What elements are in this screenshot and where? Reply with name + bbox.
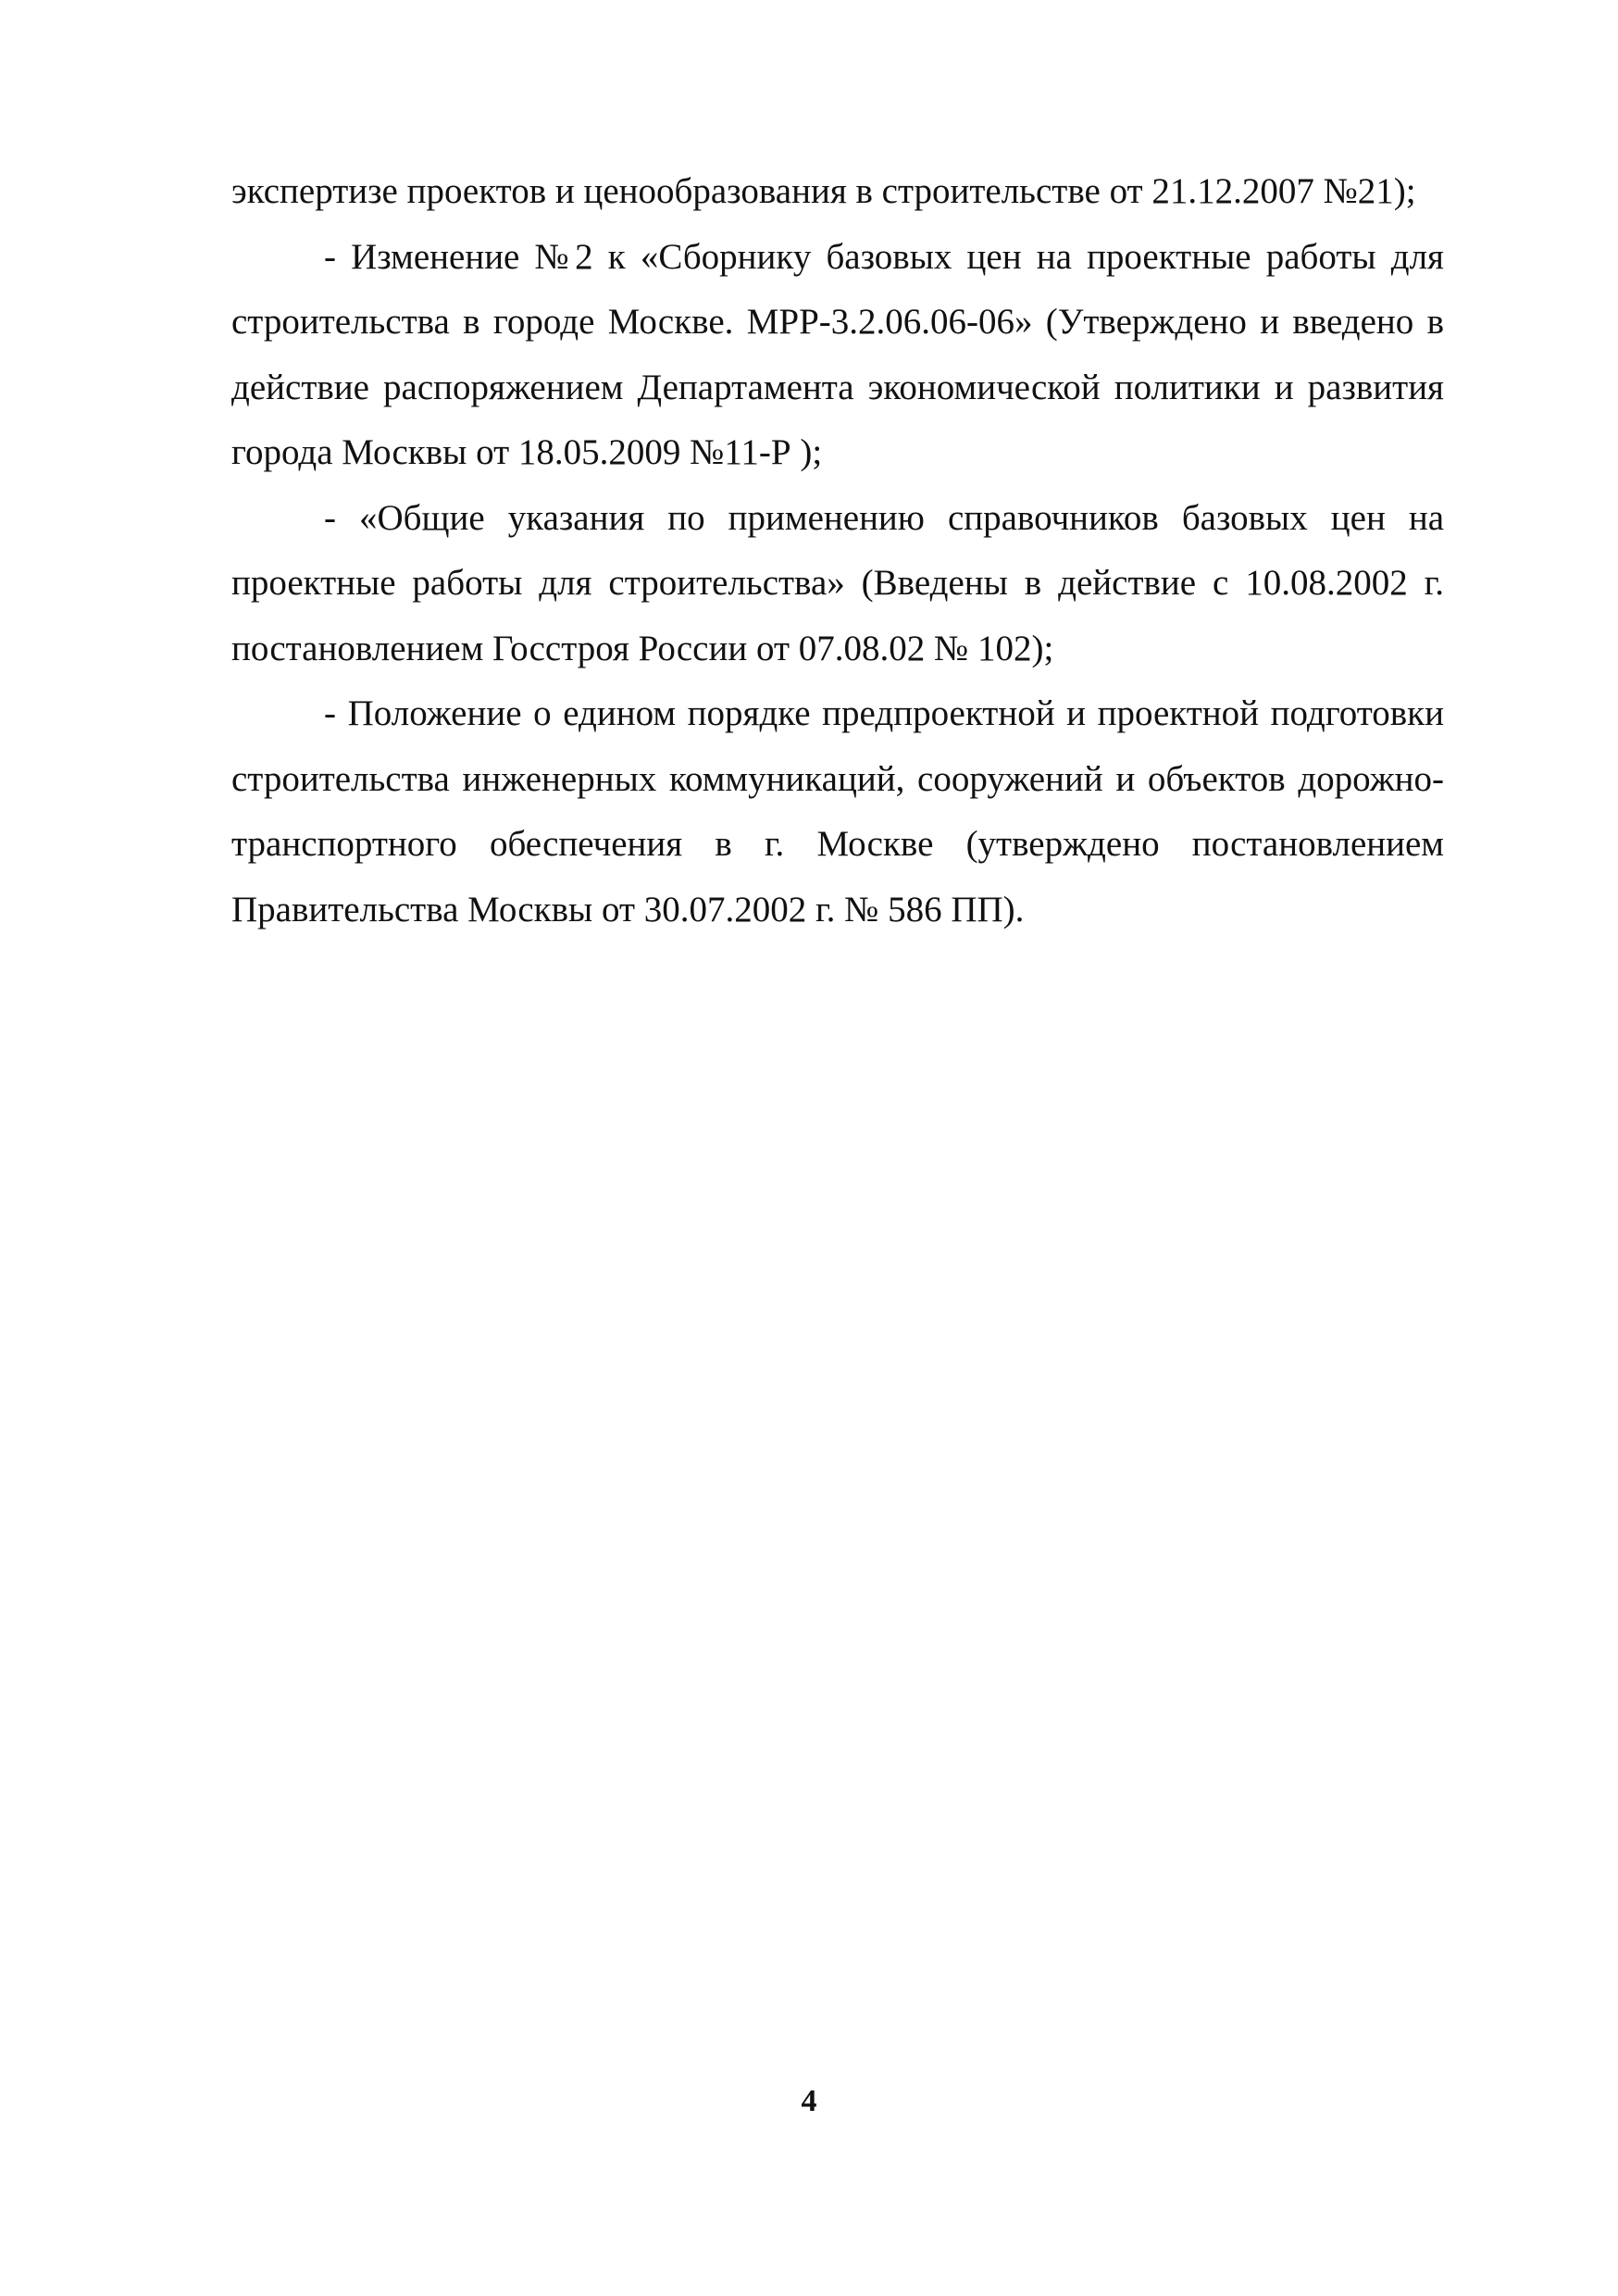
document-body: [231, 159, 1444, 942]
page-number: 4: [801, 2084, 817, 2118]
paragraph-continuation: экспертизе проектов и ценообразования в строительстве от 21.12.2007 №21);: [231, 171, 1416, 211]
paragraph-regulation: - Положение о едином порядке предпроектной и проектной подготовки строительства инженерных коммуникаций, сооружений и объектов дорожно-транспортного обеспечения в г. Москве (утверждено постановлением Правительства Москвы от 30.07.2002 г. № 586 ПП).: [231, 693, 1444, 930]
paragraph-general-instructions: - «Общие указания по применению справочников базовых цен на проектные работы для строительства» (Введены в действие с 10.08.2002 г. постановлением Госстроя России от 07.08.02 № 102);: [231, 497, 1444, 668]
paragraph-change-2: - Изменение №2 к «Сборнику базовых цен на проектные работы для строительства в городе Москве. МРР-3.2.06.06-06» (Утверждено и введено в действие распоряжением Департамента экономической политики и развития города Москвы от 18.05.2009 №11-Р );: [231, 236, 1444, 472]
